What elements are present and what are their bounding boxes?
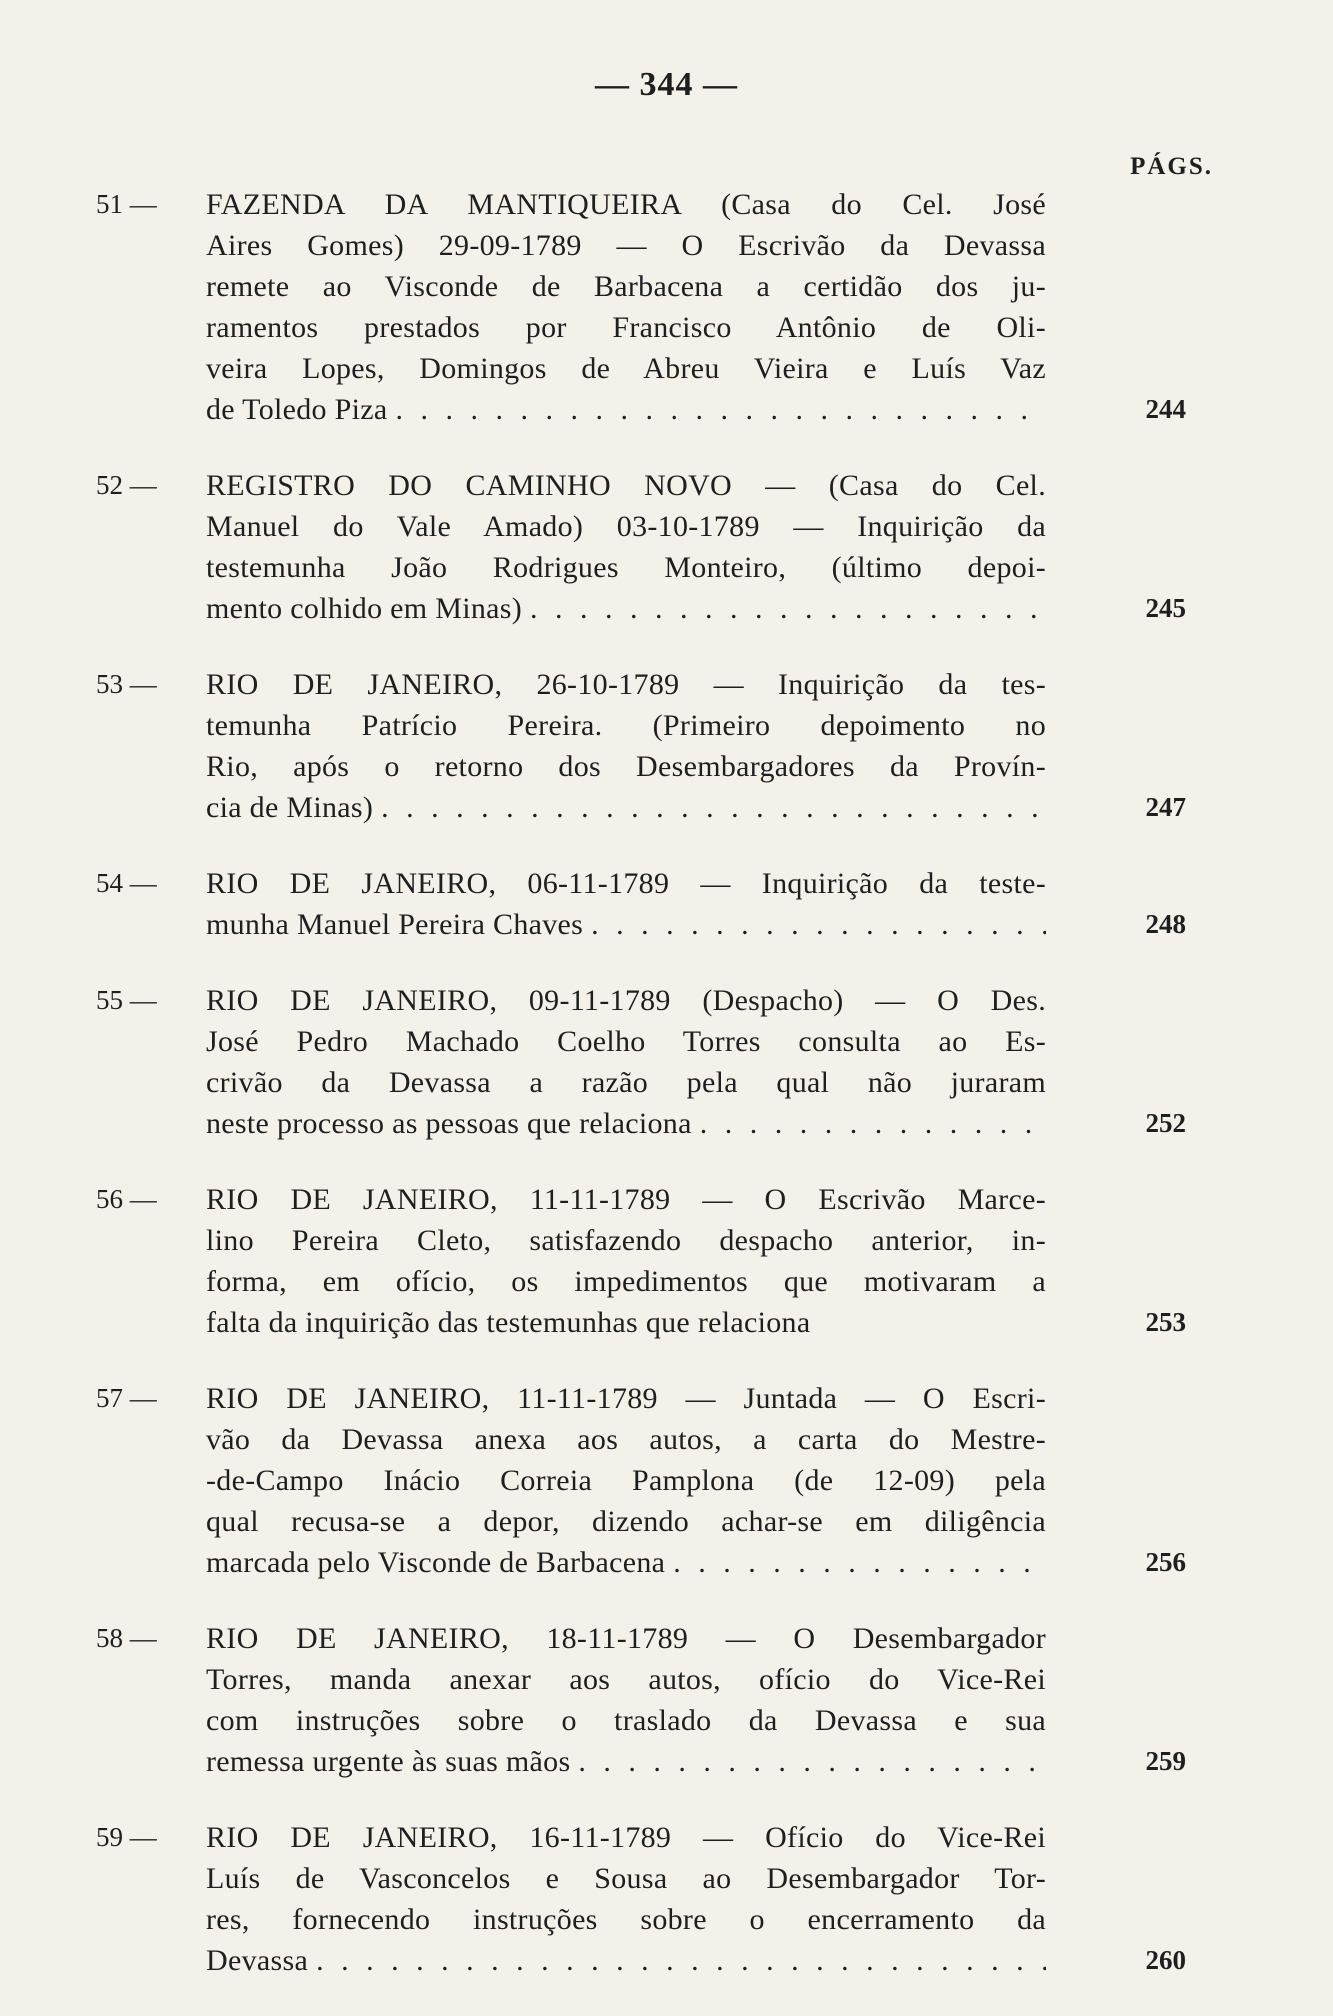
index-entry [96,980,1186,1144]
entry-description [206,1618,1046,1782]
entry-line: vão da Devassa anexa aos autos, a carta do Mestre- [206,1423,1046,1456]
entry-number: 55 — [96,985,157,1015]
entry-line: Manuel do Vale Amado) 03-10-1789 — Inquirição da [206,510,1046,543]
entry-line: RIO DE JANEIRO, 16-11-1789 — Ofício do Vice-Rei [206,1821,1046,1854]
entry-line: com instruções sobre o traslado da Devassa e sua [206,1704,1046,1737]
entry-line: RIO DE JANEIRO, 11-11-1789 — O Escrivão Marce- [206,1183,1046,1216]
index-entry [96,664,1186,828]
dot-leader [381,787,1046,828]
entry-line: Rio, após o retorno dos Desembargadores da Provín- [206,750,1046,783]
entry-last-line [206,389,1046,430]
entry-description [206,184,1046,430]
entry-line: crivão da Devassa a razão pela qual não juraram [206,1066,1046,1099]
index-entry [96,1179,1186,1343]
entry-description [206,863,1046,945]
entry-line: REGISTRO DO CAMINHO NOVO — (Casa do Cel. [206,469,1046,502]
entry-page-reference: 259 [1145,1746,1186,1776]
index-entry [96,1817,1186,1981]
entry-number: 53 — [96,669,157,699]
index-entry [96,1618,1186,1782]
entry-line: Devassa [206,1944,309,1977]
entry-last-line [206,1103,1046,1144]
entry-last-line [206,1940,1046,1981]
entry-description [206,980,1046,1144]
entry-line: testemunha João Rodrigues Monteiro, (último depoi- [206,551,1046,584]
entry-number: 52 — [96,470,157,500]
entry-line: Luís de Vasconcelos e Sousa ao Desembargador Tor- [206,1862,1046,1895]
entry-line: temunha Patrício Pereira. (Primeiro depoimento no [206,709,1046,742]
index-entry [96,863,1186,945]
entry-page-reference: 247 [1145,792,1186,822]
entry-line: RIO DE JANEIRO, 06-11-1789 — Inquirição da teste- [206,867,1046,900]
entry-line: FAZENDA DA MANTIQUEIRA (Casa do Cel. José [206,188,1046,221]
entry-description [206,1378,1046,1583]
entry-line: RIO DE JANEIRO, 09-11-1789 (Despacho) — O Des. [206,984,1046,1017]
entry-page-reference: 245 [1145,593,1186,623]
entry-number: 51 — [96,189,157,219]
entry-number: 57 — [96,1383,157,1413]
entry-line: remessa urgente às suas mãos [206,1745,571,1778]
entry-page-reference: 248 [1145,909,1186,939]
entry-description [206,664,1046,828]
dot-leader [396,389,1046,430]
entry-page-reference: 260 [1145,1945,1186,1975]
entry-line: -de-Campo Inácio Correia Pamplona (de 12-09) pela [206,1464,1046,1497]
entry-line: RIO DE JANEIRO, 26-10-1789 — Inquirição da tes- [206,668,1046,701]
entry-line: veira Lopes, Domingos de Abreu Vieira e Luís Vaz [206,352,1046,385]
entry-line: munha Manuel Pereira Chaves [206,908,584,941]
entry-last-line [206,787,1046,828]
dot-leader [578,1741,1046,1782]
entry-line: lino Pereira Cleto, satisfazendo despacho anterior, in- [206,1224,1046,1257]
index-entry [96,184,1186,430]
entry-line: cia de Minas) [206,791,374,824]
entry-line: falta da inquirição das testemunhas que relaciona [206,1306,811,1339]
entry-last-line [206,1741,1046,1782]
entry-page-reference: 244 [1145,394,1186,424]
entry-number: 58 — [96,1623,157,1653]
entry-description [206,1179,1046,1343]
dot-leader [700,1103,1046,1144]
entry-line: mento colhido em Minas) [206,592,523,625]
entry-line: ramentos prestados por Francisco Antônio de Oli- [206,311,1046,344]
pages-column-label: PÁGS. [1130,153,1213,180]
index-entries [96,184,1186,2016]
entry-line: forma, em ofício, os impedimentos que motivaram a [206,1265,1046,1298]
dot-leader [673,1542,1046,1583]
page-number: — 344 — [595,66,738,103]
entry-last-line [206,1302,1046,1343]
entry-last-line [206,588,1046,629]
entry-description [206,465,1046,629]
entry-number: 54 — [96,868,157,898]
entry-number: 56 — [96,1184,157,1214]
entry-page-reference: 252 [1145,1108,1186,1138]
entry-line: RIO DE JANEIRO, 11-11-1789 — Juntada — O Escri- [206,1382,1046,1415]
dot-leader [591,904,1046,945]
entry-last-line [206,1542,1046,1583]
entry-description [206,1817,1046,1981]
index-entry [96,1378,1186,1583]
entry-line: José Pedro Machado Coelho Torres consulta ao Es- [206,1025,1046,1058]
entry-line: remete ao Visconde de Barbacena a certidão dos ju- [206,270,1046,303]
dot-leader [530,588,1046,629]
entry-line: qual recusa-se a depor, dizendo achar-se em diligência [206,1505,1046,1538]
index-entry [96,465,1186,629]
entry-line: marcada pelo Visconde de Barbacena [206,1546,666,1579]
entry-page-reference: 253 [1145,1307,1186,1337]
entry-line: Aires Gomes) 29-09-1789 — O Escrivão da Devassa [206,229,1046,262]
entry-last-line [206,904,1046,945]
entry-line: de Toledo Piza [206,393,388,426]
entry-line: res, fornecendo instruções sobre o encerramento da [206,1903,1046,1936]
entry-page-reference: 256 [1145,1547,1186,1577]
entry-line: RIO DE JANEIRO, 18-11-1789 — O Desembargador [206,1622,1046,1655]
dot-leader [316,1940,1046,1981]
entry-line: Torres, manda anexar aos autos, ofício do Vice-Rei [206,1663,1046,1696]
entry-line: neste processo as pessoas que relaciona [206,1107,692,1140]
entry-number: 59 — [96,1822,157,1852]
